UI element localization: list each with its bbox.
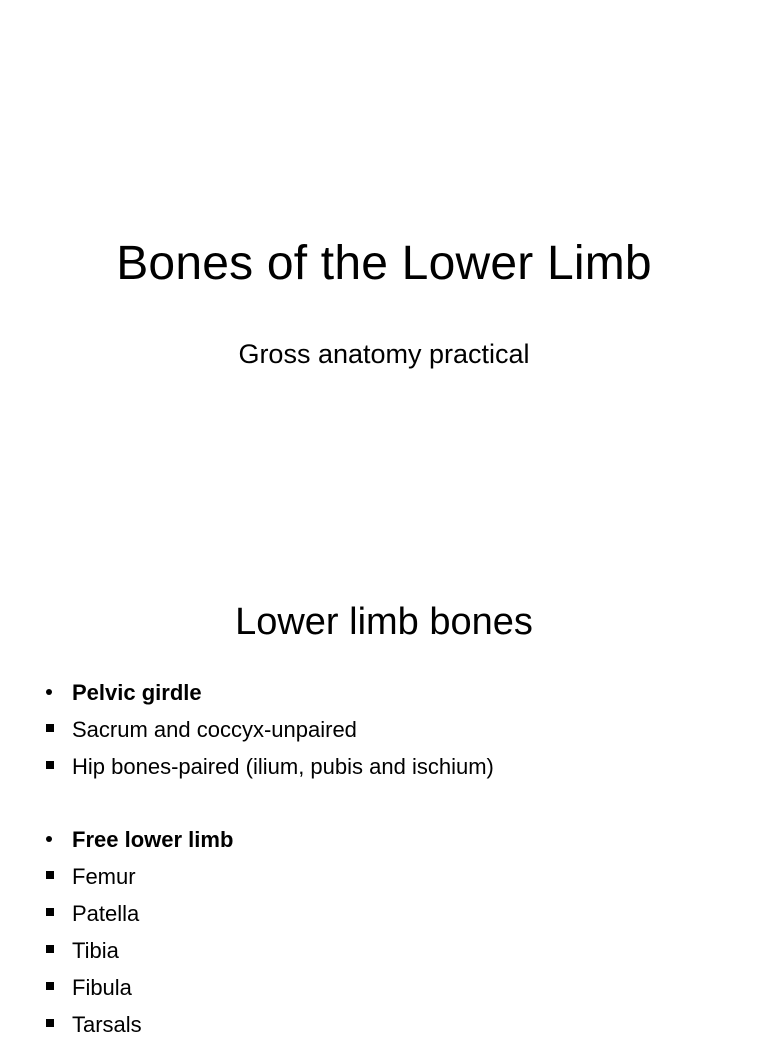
list-item-text: Fibula <box>72 975 132 1000</box>
square-bullet-icon <box>44 932 64 969</box>
list-item-text: Tarsals <box>72 1012 142 1037</box>
square-bullet-icon <box>44 1006 64 1043</box>
square-bullet-icon <box>44 969 64 1006</box>
list-item <box>44 969 494 1006</box>
list-item <box>44 895 494 932</box>
list-item <box>44 1006 494 1043</box>
list-item-text: Free lower limb <box>72 827 234 852</box>
dot-icon <box>44 674 64 711</box>
dot-icon <box>44 821 64 858</box>
slide-title-heading: Bones of the Lower Limb <box>116 237 652 290</box>
list-item-text: Hip bones-paired (ilium, pubis and ischium) <box>72 754 494 779</box>
list-item <box>44 932 494 969</box>
slide-content-heading: Lower limb bones <box>235 601 533 643</box>
square-bullet-icon <box>44 858 64 895</box>
square-bullet-icon <box>44 895 64 932</box>
square-bullet-icon <box>44 748 64 785</box>
list-item-text: Tibia <box>72 938 119 963</box>
list-item-text: Femur <box>72 864 136 889</box>
list-item-text: Sacrum and coccyx-unpaired <box>72 717 357 742</box>
list-item <box>44 821 494 858</box>
bullet-list <box>44 674 494 1043</box>
list-item-text: Patella <box>72 901 140 926</box>
list-item-text: Pelvic girdle <box>72 680 202 705</box>
slide-content <box>0 576 768 1037</box>
slide-subtitle: Gross anatomy practical <box>238 339 530 369</box>
list-item <box>44 748 494 785</box>
list-item <box>44 711 494 748</box>
list-item <box>44 674 494 711</box>
list-item <box>44 858 494 895</box>
square-bullet-icon <box>44 711 64 748</box>
